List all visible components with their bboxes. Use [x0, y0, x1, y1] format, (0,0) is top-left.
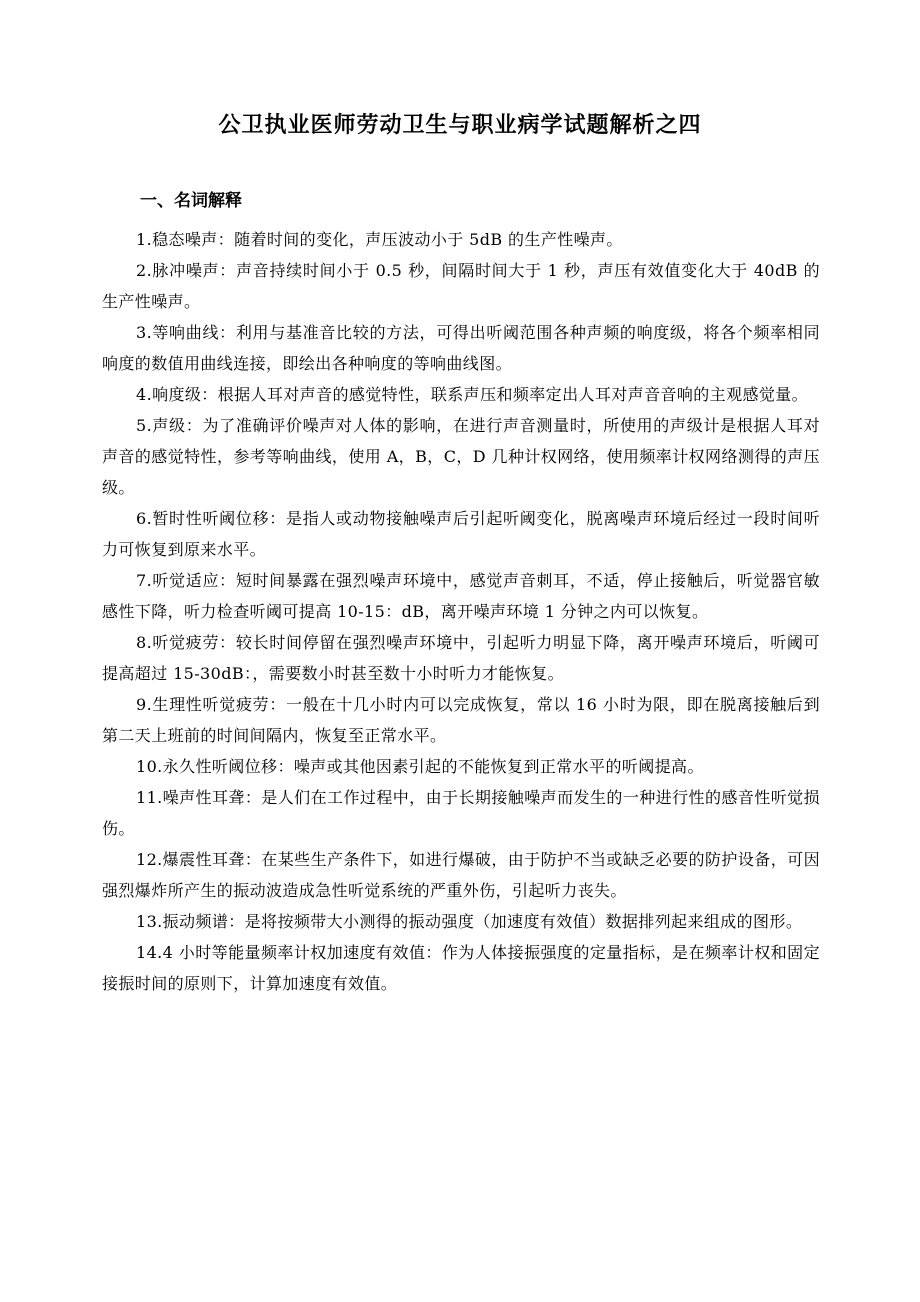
definition-item: 5.声级：为了准确评价噪声对人体的影响，在进行声音测量时，所使用的声级计是根据人耳对声音的感觉特性，参考等响曲线，使用 A，B，C，D 几种计权网络，使用频率计权网络测得的声压级。 — [102, 416, 820, 497]
definition-item: 9.生理性听觉疲劳：一般在十几小时内可以完成恢复，常以 16 小时为限，即在脱离接触后到第二天上班前的时间间隔内，恢复至正常水平。 — [102, 695, 820, 745]
definition-item: 7.听觉适应：短时间暴露在强烈噪声环境中，感觉声音刺耳，不适，停止接触后，听觉器官敏感性下降，听力检查听阈可提高 10-15：dB，离开噪声环境 1 分钟之内可以恢复。 — [102, 571, 820, 621]
definition-item: 11.噪声性耳聋：是人们在工作过程中，由于长期接触噪声而发生的一种进行性的感音性听觉损伤。 — [102, 788, 820, 838]
definition-item: 1.稳态噪声：随着时间的变化，声压波动小于 5dB 的生产性噪声。 — [136, 230, 623, 249]
definition-item: 4.响度级：根据人耳对声音的感觉特性，联系声压和频率定出人耳对声音音响的主观感觉量。 — [136, 385, 809, 404]
definition-list — [102, 224, 820, 999]
definition-item: 12.爆震性耳聋：在某些生产条件下，如进行爆破，由于防护不当或缺乏必要的防护设备，可因强烈爆炸所产生的振动波造成急性听觉系统的严重外伤，引起听力丧失。 — [102, 850, 820, 900]
definition-item: 3.等响曲线：利用与基准音比较的方法，可得出听阈范围各种声频的响度级，将各个频率相同响度的数值用曲线连接，即绘出各种响度的等响曲线图。 — [102, 323, 820, 373]
definition-item: 6.暂时性听阈位移：是指人或动物接触噪声后引起听阈变化，脱离噪声环境后经过一段时间听力可恢复到原来水平。 — [102, 509, 820, 559]
page-title: 公卫执业医师劳动卫生与职业病学试题解析之四 — [218, 112, 702, 138]
definition-item: 8.听觉疲劳：较长时间停留在强烈噪声环境中，引起听力明显下降，离开噪声环境后，听阈可提高超过 15-30dB：，需要数小时甚至数十小时听力才能恢复。 — [102, 633, 820, 683]
definition-item: 13.振动频谱：是将按频带大小测得的振动强度（加速度有效值）数据排列起来组成的图形。 — [136, 912, 803, 931]
definition-item: 14.4 小时等能量频率计权加速度有效值：作为人体接振强度的定量指标，是在频率计权和固定接振时间的原则下，计算加速度有效值。 — [102, 943, 820, 993]
definition-item: 10.永久性听阈位移：噪声或其他因素引起的不能恢复到正常水平的听阈提高。 — [136, 757, 704, 776]
definition-item: 2.脉冲噪声：声音持续时间小于 0.5 秒，间隔时间大于 1 秒，声压有效值变化大于 40dB 的生产性噪声。 — [102, 261, 820, 311]
section-heading: 一、名词解释 — [140, 191, 242, 211]
